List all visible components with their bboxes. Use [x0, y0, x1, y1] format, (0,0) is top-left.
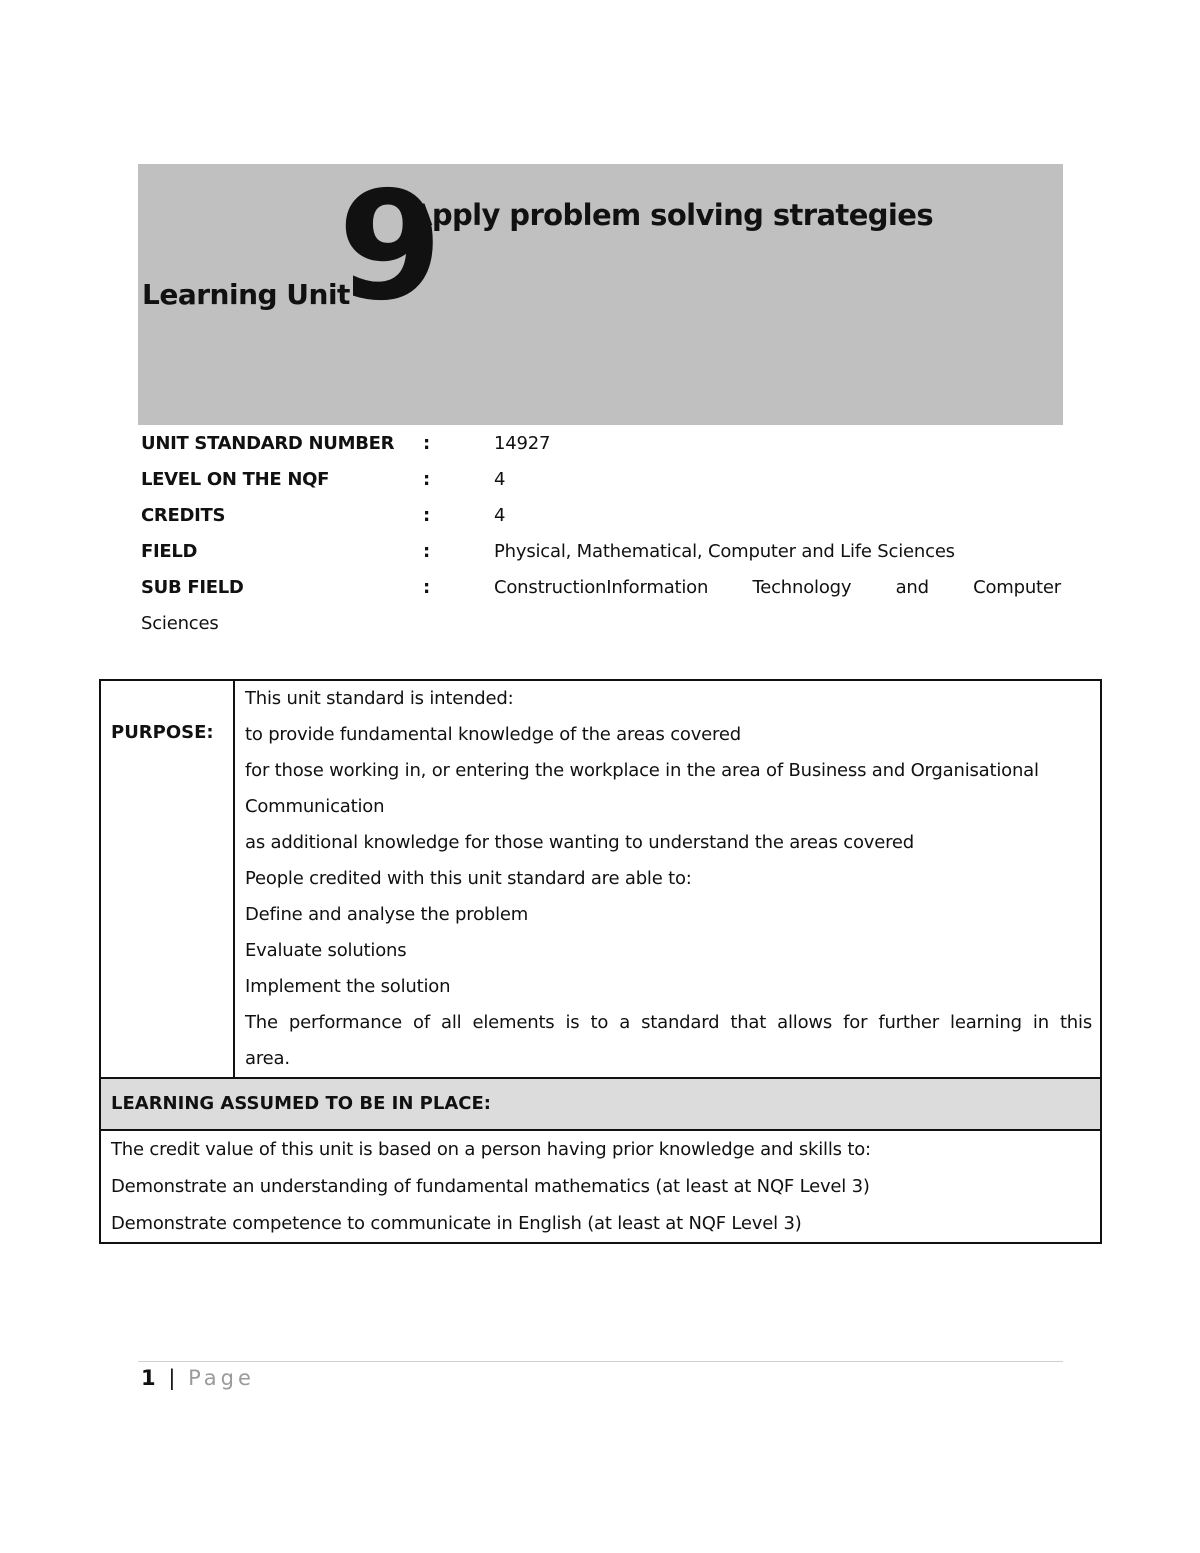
page-word: Page — [188, 1366, 255, 1390]
learning-assumed-body-row — [100, 1130, 1101, 1243]
purpose-body — [234, 680, 1101, 1078]
unit-metadata — [141, 426, 1061, 642]
purpose-line: The performance of all elements is to a standard that allows for further learning in this — [245, 1012, 1092, 1033]
footer-separator: | — [168, 1366, 176, 1390]
meta-row-field — [141, 534, 1061, 570]
purpose-line: People credited with this unit standard are able to: — [245, 868, 692, 889]
learning-assumed-line: The credit value of this unit is based on a person having prior knowledge and skills to: — [111, 1139, 871, 1160]
meta-colon: : — [423, 541, 431, 562]
learning-assumed-line: Demonstrate an understanding of fundamental mathematics (at least at NQF Level 3) — [111, 1176, 870, 1197]
purpose-line: Implement the solution — [245, 976, 451, 997]
meta-row-level-on-nqf — [141, 462, 1061, 498]
meta-value: 4 — [494, 469, 506, 490]
learning-assumed-heading-row — [100, 1078, 1101, 1130]
learning-assumed-line: Demonstrate competence to communicate in English (at least at NQF Level 3) — [111, 1213, 802, 1234]
meta-row-sub-field — [141, 570, 1061, 606]
learning-assumed-body — [100, 1130, 1101, 1243]
page-footer — [141, 1366, 255, 1390]
meta-row-unit-standard-number — [141, 426, 1061, 462]
purpose-line: Communication — [245, 796, 385, 817]
meta-key: SUB FIELD — [141, 577, 244, 598]
purpose-label: PURPOSE: — [100, 680, 234, 1078]
meta-value: 14927 — [494, 433, 551, 454]
learning-assumed-heading: LEARNING ASSUMED TO BE IN PLACE: — [100, 1078, 1101, 1130]
unit-title: Apply problem solving strategies — [410, 198, 933, 232]
meta-colon: : — [423, 433, 431, 454]
purpose-line: for those working in, or entering the workplace in the area of Business and Organisational — [245, 760, 1039, 781]
meta-colon: : — [423, 505, 431, 526]
meta-row-credits — [141, 498, 1061, 534]
purpose-line: to provide fundamental knowledge of the areas covered — [245, 724, 741, 745]
purpose-table — [99, 679, 1102, 1244]
purpose-row — [100, 680, 1101, 1078]
purpose-line: Define and analyse the problem — [245, 904, 529, 925]
footer-divider — [138, 1361, 1063, 1362]
meta-key: FIELD — [141, 541, 198, 562]
purpose-line: Evaluate solutions — [245, 940, 407, 961]
meta-colon: : — [423, 577, 431, 598]
unit-banner — [138, 160, 1063, 425]
purpose-line: area. — [245, 1048, 290, 1069]
meta-key: LEVEL ON THE NQF — [141, 469, 330, 490]
meta-value: Physical, Mathematical, Computer and Life Sciences — [494, 541, 955, 562]
meta-colon: : — [423, 469, 431, 490]
page-number: 1 — [141, 1366, 156, 1390]
meta-value: ConstructionInformation Technology and Computer — [494, 577, 1061, 598]
meta-key: UNIT STANDARD NUMBER — [141, 433, 395, 454]
meta-value: 4 — [494, 505, 506, 526]
purpose-line: This unit standard is intended: — [245, 688, 514, 709]
purpose-line: as additional knowledge for those wanting to understand the areas covered — [245, 832, 915, 853]
unit-number: 9 — [338, 160, 437, 334]
meta-key: CREDITS — [141, 505, 226, 526]
unit-label: Learning Unit — [142, 278, 350, 311]
meta-subfield-continuation: Sciences — [141, 613, 219, 634]
